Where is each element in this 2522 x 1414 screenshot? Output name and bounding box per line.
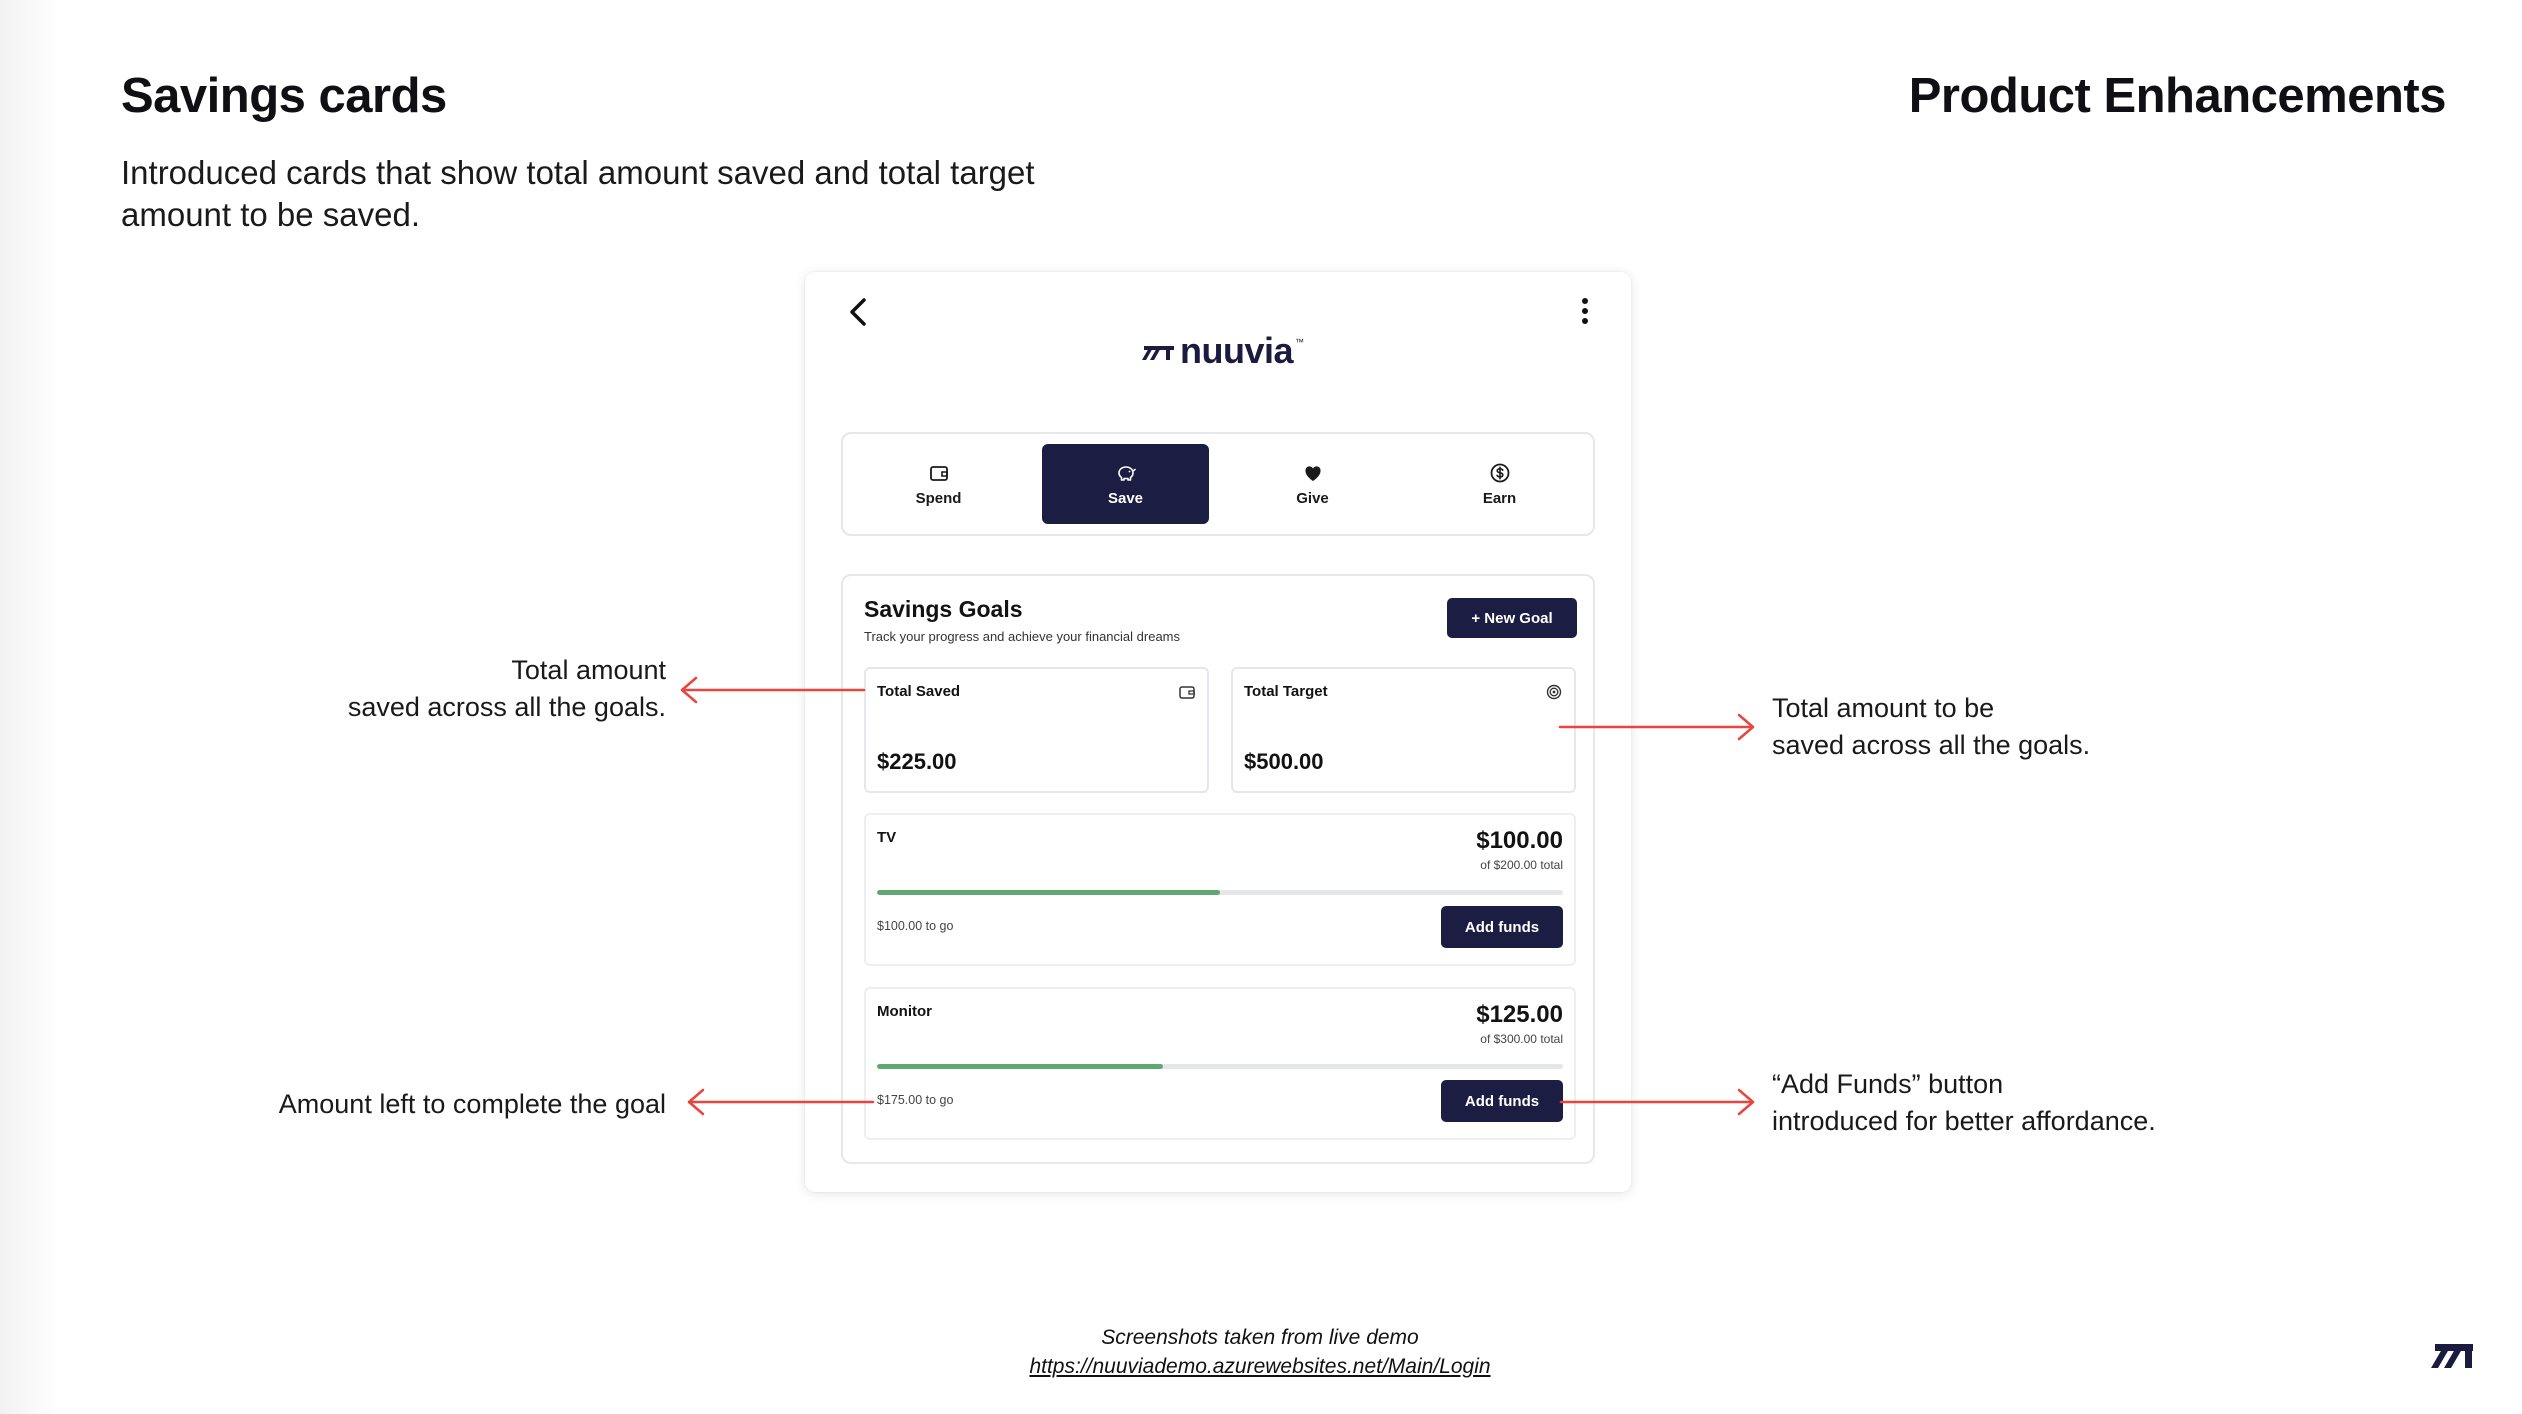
total-saved-value: $225.00: [877, 749, 957, 774]
total-saved-card: [864, 667, 1209, 793]
goal-name: Monitor: [877, 1003, 932, 1020]
annotation-amount-left: Amount left to complete the goal: [278, 1089, 666, 1119]
logo-trademark: ™: [1295, 337, 1305, 347]
goal-card-monitor: [864, 987, 1576, 1140]
wallet-icon: [928, 462, 950, 484]
total-target-value: $500.00: [1244, 749, 1324, 774]
section-title: Product Enhancements: [1908, 69, 2446, 123]
goal-target-total: of $200.00 total: [1480, 858, 1563, 872]
tab-label: Save: [1107, 489, 1144, 507]
add-funds-button[interactable]: Add funds: [1441, 1080, 1563, 1122]
demo-link[interactable]: https://nuuviademo.azurewebsites.net/Main/Login: [1029, 1355, 1491, 1378]
goal-card-tv: [864, 813, 1576, 966]
goal-progress-bar: [877, 1064, 1563, 1069]
goal-amount-to-go: $175.00 to go: [877, 1093, 954, 1107]
wallet-icon: [1178, 683, 1196, 701]
piggy-bank-icon: [1115, 462, 1137, 484]
slide-title: Savings cards: [121, 69, 447, 123]
annotation-total-target: Total amount to be saved across all the goals.: [1772, 693, 2091, 760]
goal-progress-fill: [877, 1064, 1163, 1069]
savings-goals-panel: [841, 574, 1595, 1164]
goal-saved-amount: $100.00: [1476, 827, 1563, 854]
tab-label: Spend: [915, 489, 962, 507]
nuuvia-corner-logo-icon: [2427, 1334, 2477, 1374]
goal-progress-fill: [877, 890, 1220, 895]
total-target-card: [1231, 667, 1576, 793]
tab-label: Earn: [1482, 489, 1517, 507]
app-screenshot: [805, 272, 1631, 1192]
total-target-label: Total Target: [1244, 683, 1328, 700]
tab-give[interactable]: [1229, 444, 1396, 524]
goal-target-total: of $300.00 total: [1480, 1032, 1563, 1046]
logo-wordmark: nuuvia: [1180, 330, 1294, 371]
tab-earn[interactable]: [1416, 444, 1583, 524]
tab-bar: [841, 432, 1595, 536]
goal-amount-to-go: $100.00 to go: [877, 919, 954, 933]
goal-saved-amount: $125.00: [1476, 1001, 1563, 1028]
nuuvia-logo: [1140, 330, 1304, 372]
savings-goals-title: Savings Goals: [864, 596, 1023, 622]
add-funds-button[interactable]: Add funds: [1441, 906, 1563, 948]
footer-caption: [900, 1323, 1620, 1381]
total-saved-label: Total Saved: [877, 683, 961, 700]
tab-label: Give: [1296, 489, 1329, 507]
savings-goals-subtitle: Track your progress and achieve your financial dreams: [864, 629, 1180, 644]
slide-description: Introduced cards that show total amount saved and total target amount to be saved.: [121, 154, 1035, 233]
footer-caption-text: Screenshots taken from live demo: [1101, 1326, 1419, 1349]
heart-icon: [1302, 462, 1324, 484]
goal-name: TV: [877, 829, 897, 846]
back-arrow-icon[interactable]: [843, 292, 875, 332]
tab-spend[interactable]: [855, 444, 1022, 524]
new-goal-button[interactable]: + New Goal: [1447, 598, 1577, 638]
nuuvia-logo-mark-icon: [1140, 338, 1176, 364]
dollar-circle-icon: [1489, 462, 1511, 484]
annotation-total-saved: Total amount saved across all the goals.: [347, 655, 666, 722]
more-menu-icon[interactable]: [1570, 290, 1600, 334]
target-icon: [1545, 683, 1563, 701]
annotation-add-funds: “Add Funds” button introduced for better affordance.: [1772, 1069, 2156, 1136]
goal-progress-bar: [877, 890, 1563, 895]
tab-save[interactable]: [1042, 444, 1209, 524]
